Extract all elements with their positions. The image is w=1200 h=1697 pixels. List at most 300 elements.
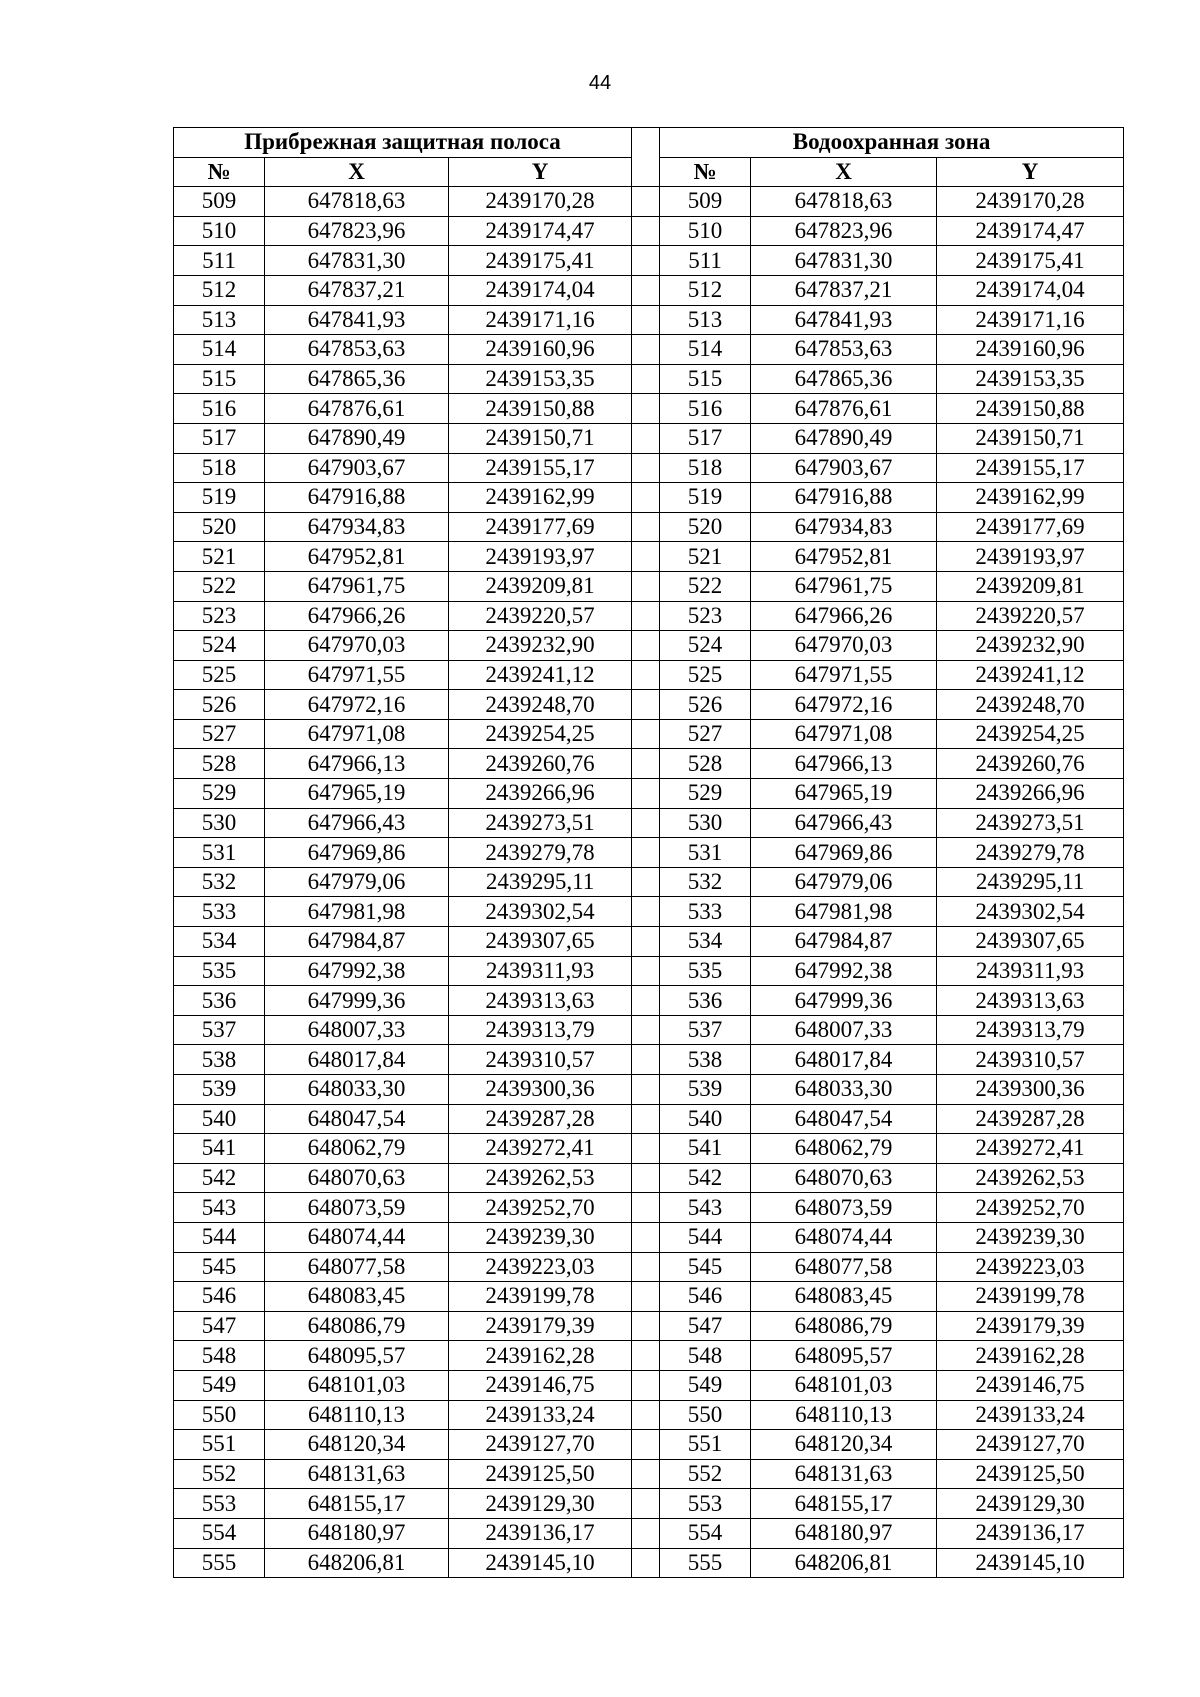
left-point-number: 527	[174, 719, 265, 749]
right-x-coordinate: 647966,43	[751, 808, 937, 838]
table-row	[174, 927, 1124, 957]
left-point-number: 519	[174, 483, 265, 513]
left-y-coordinate: 2439153,35	[449, 364, 632, 394]
right-point-number: 518	[660, 453, 751, 483]
right-point-number: 528	[660, 749, 751, 779]
right-y-coordinate: 2439133,24	[937, 1400, 1124, 1430]
left-x-coordinate: 647992,38	[265, 956, 449, 986]
right-point-number: 523	[660, 601, 751, 631]
table-row	[174, 956, 1124, 986]
left-point-number: 539	[174, 1075, 265, 1105]
left-x-coordinate: 647841,93	[265, 305, 449, 335]
left-x-coordinate: 647903,67	[265, 453, 449, 483]
right-x-coordinate: 648206,81	[751, 1548, 937, 1578]
right-y-coordinate: 2439160,96	[937, 335, 1124, 365]
column-gap	[632, 1311, 660, 1341]
right-y-coordinate: 2439239,30	[937, 1222, 1124, 1252]
table-row	[174, 1459, 1124, 1489]
right-point-number: 515	[660, 364, 751, 394]
table-row	[174, 1134, 1124, 1164]
left-y-coordinate: 2439170,28	[449, 187, 632, 217]
table-row	[174, 571, 1124, 601]
left-y-coordinate: 2439311,93	[449, 956, 632, 986]
right-y-coordinate: 2439232,90	[937, 631, 1124, 661]
left-y-coordinate: 2439146,75	[449, 1370, 632, 1400]
left-x-coordinate: 647966,43	[265, 808, 449, 838]
left-y-coordinate: 2439300,36	[449, 1075, 632, 1105]
left-point-number: 544	[174, 1222, 265, 1252]
left-point-number: 534	[174, 927, 265, 957]
coordinates-body	[174, 187, 1124, 1578]
right-y-coordinate: 2439177,69	[937, 512, 1124, 542]
right-point-number: 516	[660, 394, 751, 424]
left-x-coordinate: 648007,33	[265, 1015, 449, 1045]
right-section-title: Водоохранная зона	[660, 128, 1124, 158]
left-point-number: 537	[174, 1015, 265, 1045]
left-x-coordinate: 647934,83	[265, 512, 449, 542]
right-x-coordinate: 647965,19	[751, 779, 937, 809]
right-x-coordinate: 647823,96	[751, 216, 937, 246]
right-point-number: 534	[660, 927, 751, 957]
left-x-coordinate: 647865,36	[265, 364, 449, 394]
left-x-coordinate: 647818,63	[265, 187, 449, 217]
table-row	[174, 1163, 1124, 1193]
right-y-coordinate: 2439295,11	[937, 867, 1124, 897]
table-row	[174, 1282, 1124, 1312]
left-x-coordinate: 647837,21	[265, 275, 449, 305]
column-gap	[632, 897, 660, 927]
left-y-coordinate: 2439302,54	[449, 897, 632, 927]
table-row	[174, 1489, 1124, 1519]
right-column-header-x: X	[751, 157, 937, 187]
table-row	[174, 216, 1124, 246]
column-gap	[632, 808, 660, 838]
right-point-number: 517	[660, 423, 751, 453]
right-x-coordinate: 648074,44	[751, 1222, 937, 1252]
right-y-coordinate: 2439179,39	[937, 1311, 1124, 1341]
table-row	[174, 305, 1124, 335]
column-gap	[632, 1163, 660, 1193]
left-y-coordinate: 2439279,78	[449, 838, 632, 868]
left-y-coordinate: 2439295,11	[449, 867, 632, 897]
coordinates-table	[173, 127, 1124, 1578]
right-y-coordinate: 2439175,41	[937, 246, 1124, 276]
right-x-coordinate: 647971,55	[751, 660, 937, 690]
right-y-coordinate: 2439146,75	[937, 1370, 1124, 1400]
left-y-coordinate: 2439125,50	[449, 1459, 632, 1489]
left-x-coordinate: 648074,44	[265, 1222, 449, 1252]
right-x-coordinate: 648095,57	[751, 1341, 937, 1371]
right-column-header-number: №	[660, 157, 751, 187]
left-point-number: 550	[174, 1400, 265, 1430]
column-gap	[632, 364, 660, 394]
right-y-coordinate: 2439129,30	[937, 1489, 1124, 1519]
section-header-row	[174, 128, 1124, 158]
left-x-coordinate: 648101,03	[265, 1370, 449, 1400]
column-gap	[632, 719, 660, 749]
right-column-header-y: Y	[937, 157, 1124, 187]
right-y-coordinate: 2439300,36	[937, 1075, 1124, 1105]
left-column-header-x: X	[265, 157, 449, 187]
column-gap	[632, 394, 660, 424]
column-gap	[632, 838, 660, 868]
right-x-coordinate: 647853,63	[751, 335, 937, 365]
table-row	[174, 749, 1124, 779]
left-point-number: 552	[174, 1459, 265, 1489]
right-point-number: 531	[660, 838, 751, 868]
column-gap	[632, 571, 660, 601]
column-gap	[632, 601, 660, 631]
right-y-coordinate: 2439310,57	[937, 1045, 1124, 1075]
left-y-coordinate: 2439239,30	[449, 1222, 632, 1252]
right-point-number: 512	[660, 275, 751, 305]
left-x-coordinate: 648095,57	[265, 1341, 449, 1371]
right-x-coordinate: 647972,16	[751, 690, 937, 720]
right-x-coordinate: 647969,86	[751, 838, 937, 868]
left-point-number: 541	[174, 1134, 265, 1164]
left-x-coordinate: 648083,45	[265, 1282, 449, 1312]
left-column-header-number: №	[174, 157, 265, 187]
left-y-coordinate: 2439199,78	[449, 1282, 632, 1312]
right-point-number: 527	[660, 719, 751, 749]
right-point-number: 514	[660, 335, 751, 365]
left-y-coordinate: 2439177,69	[449, 512, 632, 542]
left-x-coordinate: 647966,26	[265, 601, 449, 631]
left-point-number: 546	[174, 1282, 265, 1312]
left-section-title: Прибрежная защитная полоса	[174, 128, 632, 158]
right-point-number: 510	[660, 216, 751, 246]
column-gap	[632, 1134, 660, 1164]
right-point-number: 525	[660, 660, 751, 690]
right-point-number: 546	[660, 1282, 751, 1312]
left-x-coordinate: 648062,79	[265, 1134, 449, 1164]
column-gap	[632, 335, 660, 365]
right-x-coordinate: 648086,79	[751, 1311, 937, 1341]
table-row	[174, 660, 1124, 690]
left-y-coordinate: 2439162,28	[449, 1341, 632, 1371]
table-row	[174, 838, 1124, 868]
column-gap	[632, 1459, 660, 1489]
left-y-coordinate: 2439160,96	[449, 335, 632, 365]
column-gap	[632, 1341, 660, 1371]
table-row	[174, 1045, 1124, 1075]
left-y-coordinate: 2439220,57	[449, 601, 632, 631]
column-gap	[632, 956, 660, 986]
column-gap	[632, 305, 660, 335]
right-y-coordinate: 2439311,93	[937, 956, 1124, 986]
table-row	[174, 453, 1124, 483]
column-gap	[632, 986, 660, 1016]
column-gap	[632, 1104, 660, 1134]
left-x-coordinate: 648155,17	[265, 1489, 449, 1519]
right-x-coordinate: 647999,36	[751, 986, 937, 1016]
right-x-coordinate: 648017,84	[751, 1045, 937, 1075]
right-x-coordinate: 647952,81	[751, 542, 937, 572]
left-point-number: 533	[174, 897, 265, 927]
left-x-coordinate: 648206,81	[265, 1548, 449, 1578]
left-y-coordinate: 2439266,96	[449, 779, 632, 809]
left-y-coordinate: 2439273,51	[449, 808, 632, 838]
left-x-coordinate: 647876,61	[265, 394, 449, 424]
left-x-coordinate: 647965,19	[265, 779, 449, 809]
left-point-number: 551	[174, 1430, 265, 1460]
left-x-coordinate: 647971,55	[265, 660, 449, 690]
right-point-number: 544	[660, 1222, 751, 1252]
table-row	[174, 1075, 1124, 1105]
right-y-coordinate: 2439241,12	[937, 660, 1124, 690]
left-point-number: 528	[174, 749, 265, 779]
right-point-number: 540	[660, 1104, 751, 1134]
left-x-coordinate: 648131,63	[265, 1459, 449, 1489]
left-x-coordinate: 647952,81	[265, 542, 449, 572]
left-point-number: 518	[174, 453, 265, 483]
column-gap	[632, 779, 660, 809]
right-point-number: 529	[660, 779, 751, 809]
right-y-coordinate: 2439125,50	[937, 1459, 1124, 1489]
left-x-coordinate: 648120,34	[265, 1430, 449, 1460]
left-x-coordinate: 647966,13	[265, 749, 449, 779]
left-y-coordinate: 2439150,71	[449, 423, 632, 453]
right-y-coordinate: 2439262,53	[937, 1163, 1124, 1193]
left-point-number: 514	[174, 335, 265, 365]
left-y-coordinate: 2439223,03	[449, 1252, 632, 1282]
right-y-coordinate: 2439248,70	[937, 690, 1124, 720]
left-point-number: 545	[174, 1252, 265, 1282]
table-row	[174, 1430, 1124, 1460]
right-y-coordinate: 2439313,79	[937, 1015, 1124, 1045]
table-row	[174, 1193, 1124, 1223]
left-point-number: 549	[174, 1370, 265, 1400]
left-point-number: 515	[174, 364, 265, 394]
right-point-number: 547	[660, 1311, 751, 1341]
right-y-coordinate: 2439220,57	[937, 601, 1124, 631]
right-point-number: 521	[660, 542, 751, 572]
right-y-coordinate: 2439266,96	[937, 779, 1124, 809]
left-point-number: 532	[174, 867, 265, 897]
right-x-coordinate: 648047,54	[751, 1104, 937, 1134]
column-gap	[632, 423, 660, 453]
right-x-coordinate: 647992,38	[751, 956, 937, 986]
left-point-number: 509	[174, 187, 265, 217]
right-y-coordinate: 2439174,47	[937, 216, 1124, 246]
right-point-number: 549	[660, 1370, 751, 1400]
left-point-number: 520	[174, 512, 265, 542]
table-row	[174, 1252, 1124, 1282]
right-x-coordinate: 648062,79	[751, 1134, 937, 1164]
table-row	[174, 1311, 1124, 1341]
column-gap	[632, 128, 660, 187]
right-y-coordinate: 2439313,63	[937, 986, 1124, 1016]
left-y-coordinate: 2439232,90	[449, 631, 632, 661]
column-gap	[632, 690, 660, 720]
left-x-coordinate: 648017,84	[265, 1045, 449, 1075]
column-gap	[632, 275, 660, 305]
right-point-number: 542	[660, 1163, 751, 1193]
table-row	[174, 631, 1124, 661]
left-y-coordinate: 2439127,70	[449, 1430, 632, 1460]
right-x-coordinate: 648131,63	[751, 1459, 937, 1489]
right-point-number: 533	[660, 897, 751, 927]
left-x-coordinate: 647969,86	[265, 838, 449, 868]
right-x-coordinate: 648033,30	[751, 1075, 937, 1105]
right-x-coordinate: 648073,59	[751, 1193, 937, 1223]
column-gap	[632, 1252, 660, 1282]
left-x-coordinate: 647916,88	[265, 483, 449, 513]
left-y-coordinate: 2439241,12	[449, 660, 632, 690]
column-gap	[632, 1400, 660, 1430]
right-x-coordinate: 647966,13	[751, 749, 937, 779]
right-x-coordinate: 648101,03	[751, 1370, 937, 1400]
right-point-number: 543	[660, 1193, 751, 1223]
right-point-number: 511	[660, 246, 751, 276]
right-x-coordinate: 647981,98	[751, 897, 937, 927]
left-y-coordinate: 2439150,88	[449, 394, 632, 424]
table-row	[174, 1104, 1124, 1134]
left-x-coordinate: 647981,98	[265, 897, 449, 927]
column-gap	[632, 927, 660, 957]
column-gap	[632, 1282, 660, 1312]
left-x-coordinate: 647853,63	[265, 335, 449, 365]
table-row	[174, 246, 1124, 276]
right-point-number: 522	[660, 571, 751, 601]
table-row	[174, 187, 1124, 217]
right-point-number: 550	[660, 1400, 751, 1430]
left-x-coordinate: 648180,97	[265, 1518, 449, 1548]
left-point-number: 547	[174, 1311, 265, 1341]
table-row	[174, 394, 1124, 424]
left-point-number: 517	[174, 423, 265, 453]
left-x-coordinate: 647999,36	[265, 986, 449, 1016]
left-y-coordinate: 2439248,70	[449, 690, 632, 720]
left-point-number: 521	[174, 542, 265, 572]
right-x-coordinate: 647916,88	[751, 483, 937, 513]
table-row	[174, 897, 1124, 927]
column-gap	[632, 216, 660, 246]
right-x-coordinate: 648180,97	[751, 1518, 937, 1548]
left-x-coordinate: 647961,75	[265, 571, 449, 601]
right-y-coordinate: 2439136,17	[937, 1518, 1124, 1548]
table-row	[174, 719, 1124, 749]
column-gap	[632, 1075, 660, 1105]
right-x-coordinate: 647966,26	[751, 601, 937, 631]
right-y-coordinate: 2439252,70	[937, 1193, 1124, 1223]
column-gap	[632, 483, 660, 513]
right-point-number: 548	[660, 1341, 751, 1371]
column-gap	[632, 246, 660, 276]
right-y-coordinate: 2439193,97	[937, 542, 1124, 572]
left-point-number: 513	[174, 305, 265, 335]
right-point-number: 538	[660, 1045, 751, 1075]
right-point-number: 551	[660, 1430, 751, 1460]
left-point-number: 554	[174, 1518, 265, 1548]
table-row	[174, 779, 1124, 809]
left-y-coordinate: 2439162,99	[449, 483, 632, 513]
left-point-number: 535	[174, 956, 265, 986]
right-x-coordinate: 648077,58	[751, 1252, 937, 1282]
table-row	[174, 1548, 1124, 1578]
left-x-coordinate: 647831,30	[265, 246, 449, 276]
left-point-number: 553	[174, 1489, 265, 1519]
column-gap	[632, 1518, 660, 1548]
right-x-coordinate: 647970,03	[751, 631, 937, 661]
left-x-coordinate: 648077,58	[265, 1252, 449, 1282]
right-y-coordinate: 2439155,17	[937, 453, 1124, 483]
column-gap	[632, 1222, 660, 1252]
right-y-coordinate: 2439171,16	[937, 305, 1124, 335]
left-point-number: 526	[174, 690, 265, 720]
left-y-coordinate: 2439260,76	[449, 749, 632, 779]
left-y-coordinate: 2439175,41	[449, 246, 632, 276]
column-gap	[632, 1489, 660, 1519]
left-point-number: 530	[174, 808, 265, 838]
right-y-coordinate: 2439254,25	[937, 719, 1124, 749]
right-y-coordinate: 2439223,03	[937, 1252, 1124, 1282]
right-x-coordinate: 647961,75	[751, 571, 937, 601]
left-y-coordinate: 2439155,17	[449, 453, 632, 483]
left-point-number: 512	[174, 275, 265, 305]
right-x-coordinate: 647876,61	[751, 394, 937, 424]
left-x-coordinate: 647970,03	[265, 631, 449, 661]
left-y-coordinate: 2439129,30	[449, 1489, 632, 1519]
right-y-coordinate: 2439272,41	[937, 1134, 1124, 1164]
right-y-coordinate: 2439162,28	[937, 1341, 1124, 1371]
right-point-number: 513	[660, 305, 751, 335]
right-x-coordinate: 647971,08	[751, 719, 937, 749]
table-row	[174, 423, 1124, 453]
left-point-number: 516	[174, 394, 265, 424]
left-x-coordinate: 648086,79	[265, 1311, 449, 1341]
left-point-number: 523	[174, 601, 265, 631]
table-row	[174, 808, 1124, 838]
left-x-coordinate: 647890,49	[265, 423, 449, 453]
left-x-coordinate: 647972,16	[265, 690, 449, 720]
right-point-number: 536	[660, 986, 751, 1016]
right-x-coordinate: 648070,63	[751, 1163, 937, 1193]
left-y-coordinate: 2439252,70	[449, 1193, 632, 1223]
left-point-number: 524	[174, 631, 265, 661]
right-y-coordinate: 2439145,10	[937, 1548, 1124, 1578]
left-point-number: 510	[174, 216, 265, 246]
column-gap	[632, 1548, 660, 1578]
right-x-coordinate: 647837,21	[751, 275, 937, 305]
table-row	[174, 690, 1124, 720]
right-point-number: 539	[660, 1075, 751, 1105]
table-row	[174, 601, 1124, 631]
right-x-coordinate: 647979,06	[751, 867, 937, 897]
left-x-coordinate: 648110,13	[265, 1400, 449, 1430]
left-x-coordinate: 648070,63	[265, 1163, 449, 1193]
right-y-coordinate: 2439127,70	[937, 1430, 1124, 1460]
left-point-number: 536	[174, 986, 265, 1016]
column-gap	[632, 749, 660, 779]
table-row	[174, 1222, 1124, 1252]
right-y-coordinate: 2439174,04	[937, 275, 1124, 305]
column-gap	[632, 660, 660, 690]
left-y-coordinate: 2439179,39	[449, 1311, 632, 1341]
right-point-number: 537	[660, 1015, 751, 1045]
table-row	[174, 867, 1124, 897]
right-y-coordinate: 2439302,54	[937, 897, 1124, 927]
left-x-coordinate: 647823,96	[265, 216, 449, 246]
right-y-coordinate: 2439209,81	[937, 571, 1124, 601]
left-point-number: 525	[174, 660, 265, 690]
left-y-coordinate: 2439287,28	[449, 1104, 632, 1134]
left-point-number: 548	[174, 1341, 265, 1371]
left-y-coordinate: 2439133,24	[449, 1400, 632, 1430]
right-x-coordinate: 648110,13	[751, 1400, 937, 1430]
right-point-number: 520	[660, 512, 751, 542]
right-y-coordinate: 2439260,76	[937, 749, 1124, 779]
